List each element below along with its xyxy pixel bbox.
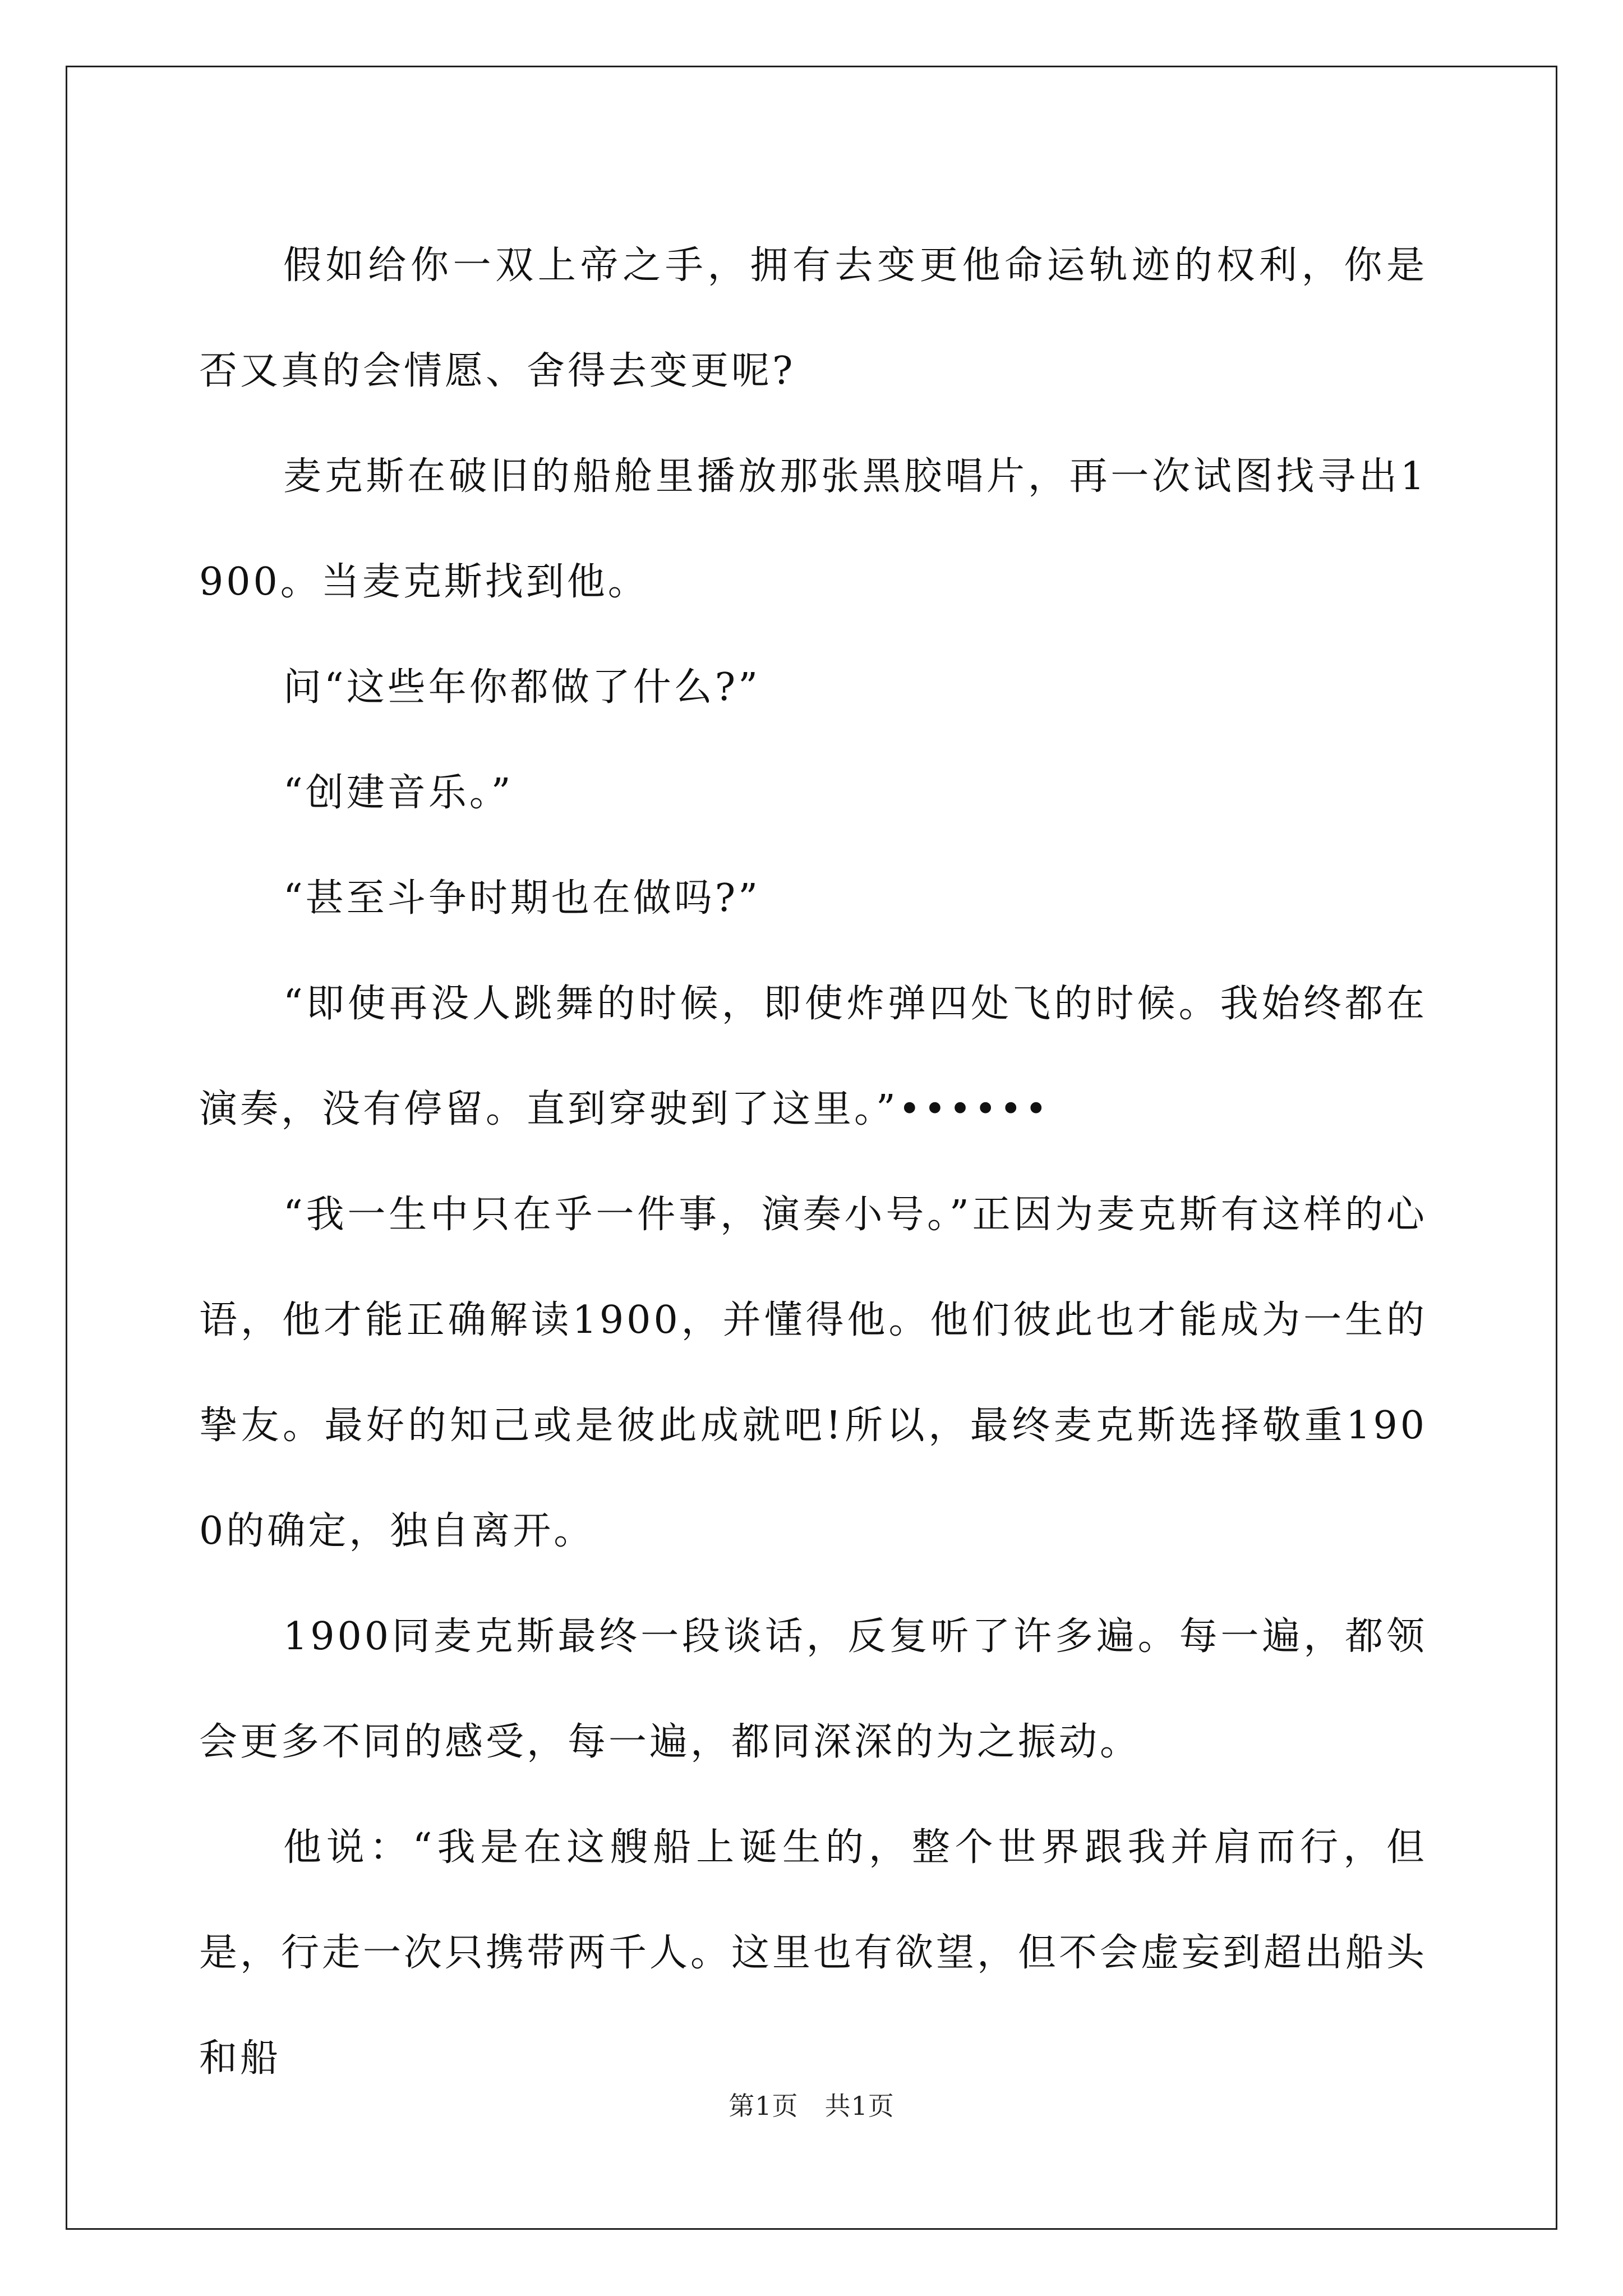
paragraph: 问“这些年你都做了什么?” bbox=[283, 665, 760, 710]
paragraph: 假如给你一双上帝之手，拥有去变更他命运轨迹的权利，你是否又真的会情愿、舍得去变更呢? bbox=[199, 243, 1427, 393]
paragraph: 他说：“我是在这艘船上诞生的，整个世界跟我并肩而行，但是，行走一次只携带两千人。这里也有欲望，但不会虚妄到超出船头和船 bbox=[199, 1825, 1428, 2081]
paragraph: 麦克斯在破旧的船舱里播放那张黑胶唱片，再一次试图找寻出1900。当麦克斯找到他。 bbox=[199, 454, 1427, 604]
page-number-footer: 第1页 共1页 bbox=[728, 2091, 895, 2121]
paragraph: “创建音乐。” bbox=[283, 771, 514, 815]
paragraph: “即使再没人跳舞的时候，即使炸弹四处飞的时候。我始终都在演奏，没有停留。直到穿驶到了这里。”•••••• bbox=[199, 982, 1427, 1131]
paragraph: 1900同麦克斯最终一段谈话，反复听了许多遍。每一遍，都领会更多不同的感受，每一遍，都同深深的为之振动。 bbox=[199, 1614, 1427, 1764]
paragraph: “甚至斗争时期也在做吗?” bbox=[283, 876, 760, 921]
document-body bbox=[199, 213, 1427, 2111]
paragraph: “我一生中只在乎一件事，演奏小号。”正因为麦克斯有这样的心语，他才能正确解读1900，并懂得他。他们彼此也才能成为一生的挚友。最好的知己或是彼此成就吧!所以，最终麦克斯选择敬重1900的确定，独自离开。 bbox=[199, 1193, 1427, 1553]
